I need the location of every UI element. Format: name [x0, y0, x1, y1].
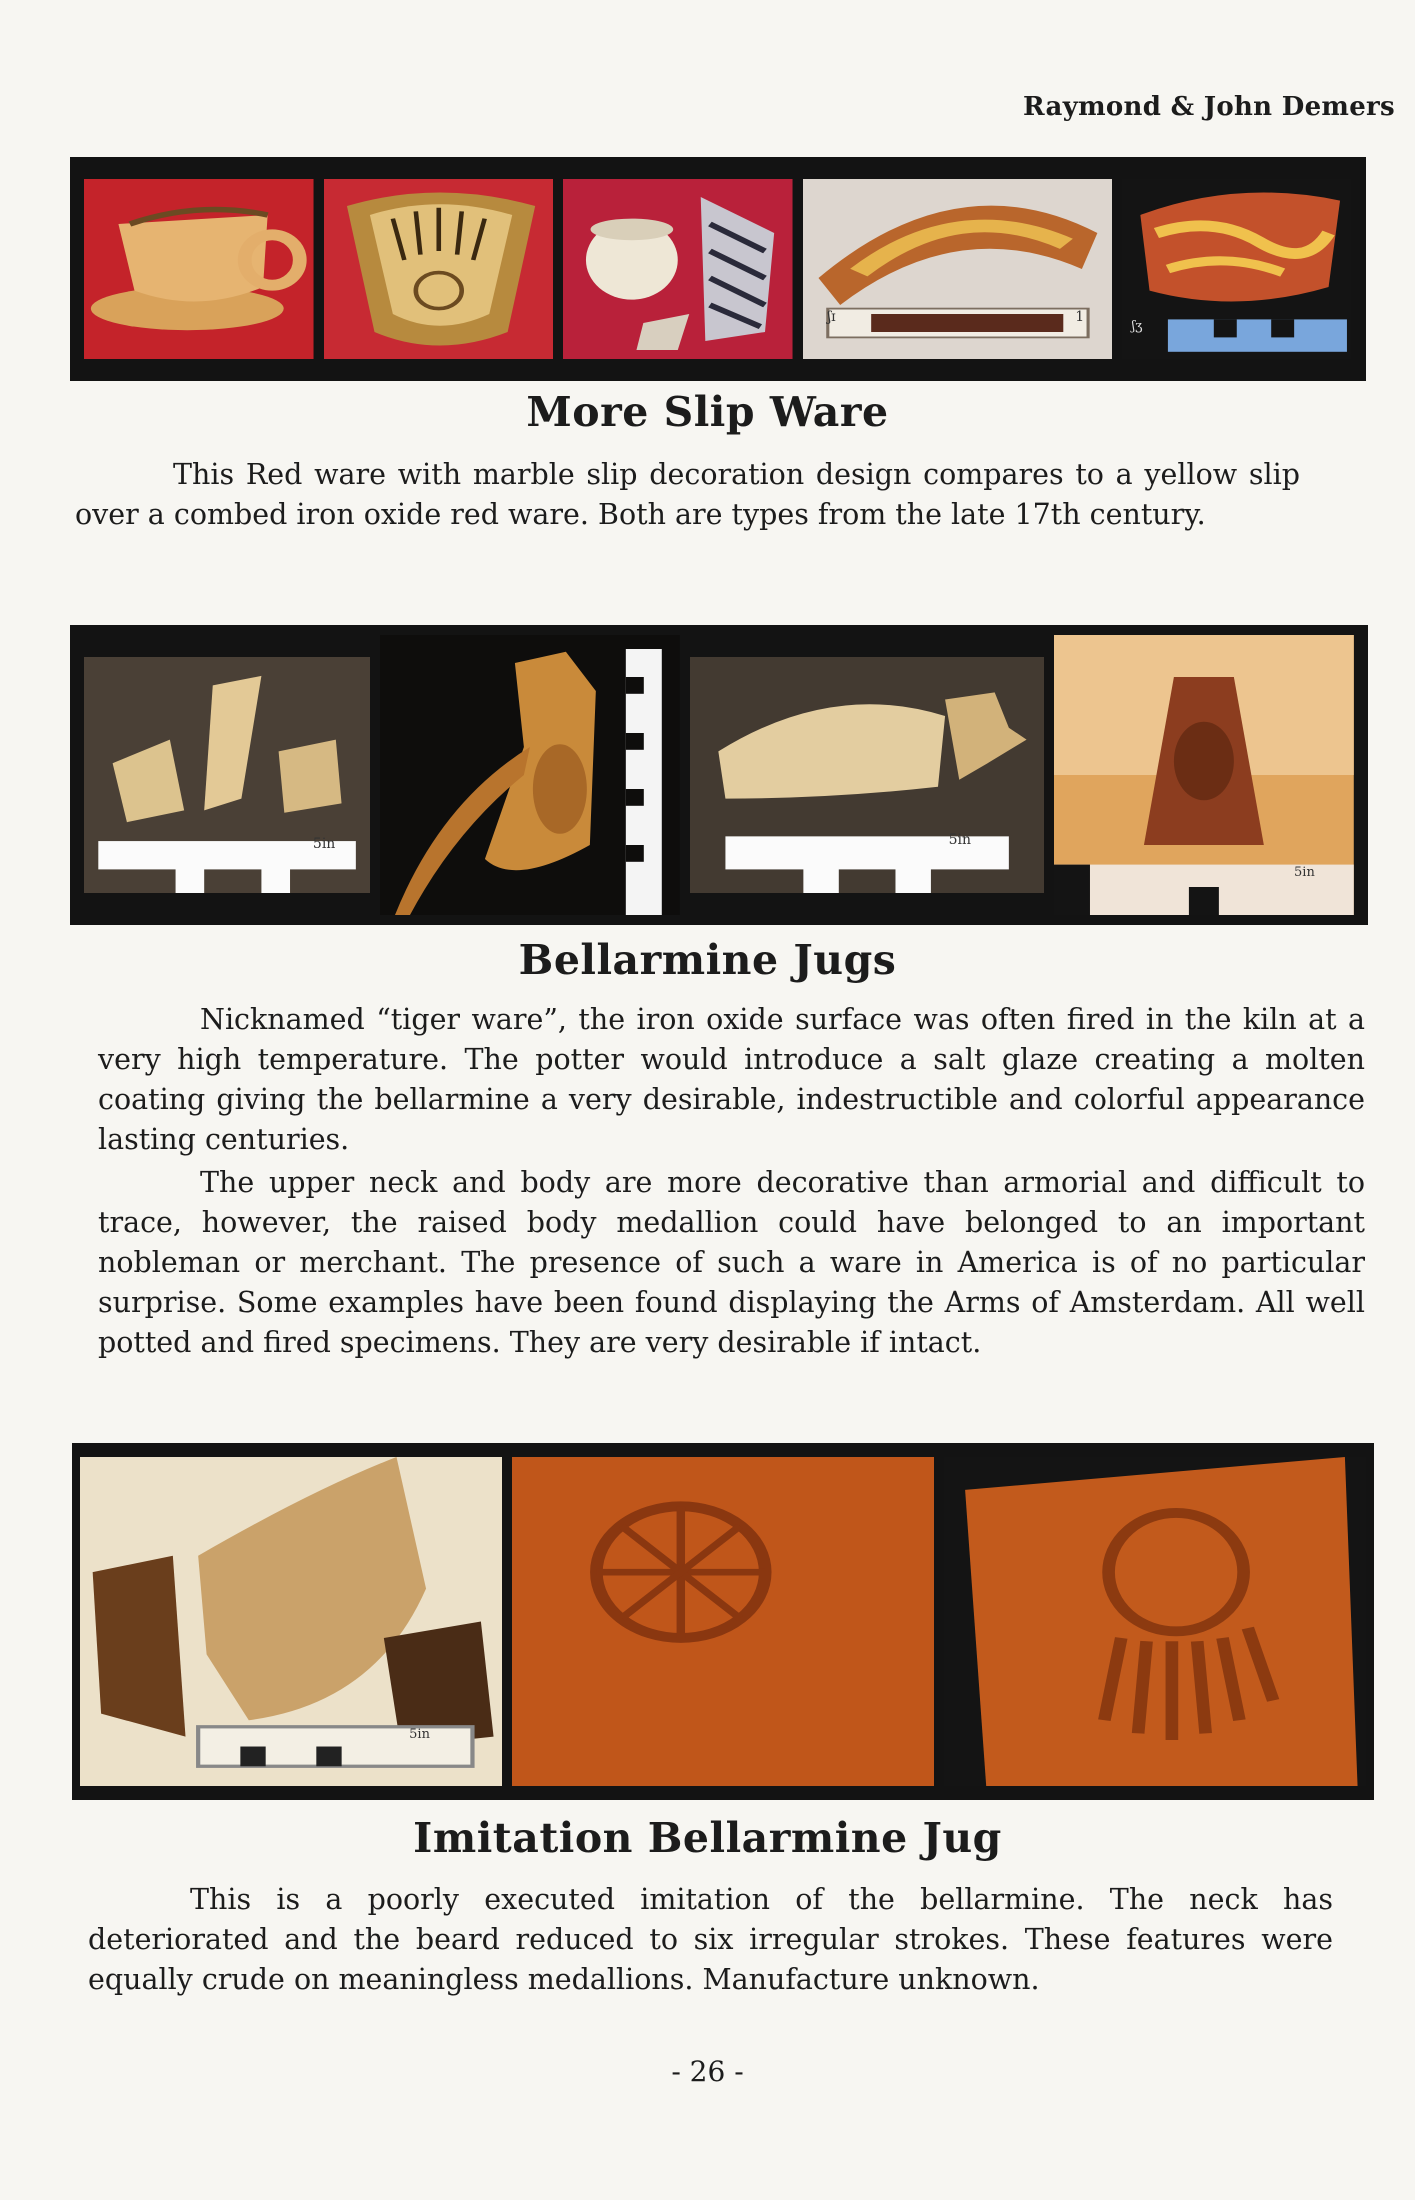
running-header-author: Raymond & John Demers [1023, 92, 1395, 122]
scale-label: 5in [948, 831, 971, 848]
section-title-bellarmine-jugs: Bellarmine Jugs [518, 936, 897, 984]
photo-imitation-jug-fragments [80, 1457, 502, 1786]
photo-bellarmine-face-jug [1054, 635, 1354, 915]
paragraph-bellarmine-1 [98, 1000, 1365, 1160]
scale-label: 5in [312, 836, 336, 853]
scale-label: 5in [1294, 864, 1315, 880]
photo-bellarmine-base-fragments [690, 657, 1044, 893]
paragraph-text: The upper neck and body are more decorative than armorial and difficult to trace, however, the raised body medallion could have belonged to an important nobleman or merchant. The presence of such a ware in America is of no particular surprise. Some examples have been found displaying the Arms of Amsterdam. All well potted and fired specimens. They are very desirable if intact. [98, 1166, 1365, 1359]
photo-strip-slip-ware [70, 157, 1366, 381]
paragraph-slip-ware [75, 455, 1300, 535]
photo-imitation-medallion [512, 1457, 934, 1786]
scale-label: ʃʒ [1131, 319, 1143, 335]
photo-slipware-plate-fragment [803, 179, 1113, 359]
photo-bellarmine-jug-neck [380, 635, 680, 915]
paragraph-imitation-bellarmine [88, 1880, 1333, 2000]
page-number: - 26 - [671, 2055, 744, 2088]
paragraph-bellarmine-2 [98, 1163, 1365, 1363]
section-title-more-slip-ware: More Slip Ware [526, 388, 889, 436]
photo-bellarmine-sherds [84, 657, 370, 893]
photo-slipware-sherd-with-scale [1122, 179, 1352, 359]
section-title-imitation-bellarmine: Imitation Bellarmine Jug [413, 1814, 1002, 1862]
paragraph-text: Nicknamed “tiger ware”, the iron oxide surface was often fired in the kiln at a very high temperature. The potter would introduce a salt glaze creating a molten coating giving the bellarmine a very desirable, indestructible and colorful appearance lasting centuries. [98, 1003, 1365, 1156]
photo-strip-bellarmine [70, 625, 1368, 925]
photo-slipware-bowl [324, 179, 554, 359]
photo-slipware-cup-saucer [84, 179, 314, 359]
photo-slipware-mug-sherds [563, 179, 793, 359]
paragraph-text: This Red ware with marble slip decoration design compares to a yellow slip over a combed iron oxide red ware. Both are types from the late 17th century. [75, 458, 1300, 531]
photo-strip-imitation-bellarmine [72, 1443, 1374, 1800]
paragraph-text: This is a poorly executed imitation of the bellarmine. The neck has deteriorated and the beard reduced to six irregular strokes. These features were equally crude on meaningless medallions. Manufacture unknown. [88, 1883, 1333, 1996]
scale-label: 5in [409, 1726, 430, 1742]
scale-label: 1 [1075, 308, 1085, 325]
photo-imitation-bearded-mask [944, 1457, 1366, 1786]
scale-label: ʃɪ [827, 308, 836, 325]
